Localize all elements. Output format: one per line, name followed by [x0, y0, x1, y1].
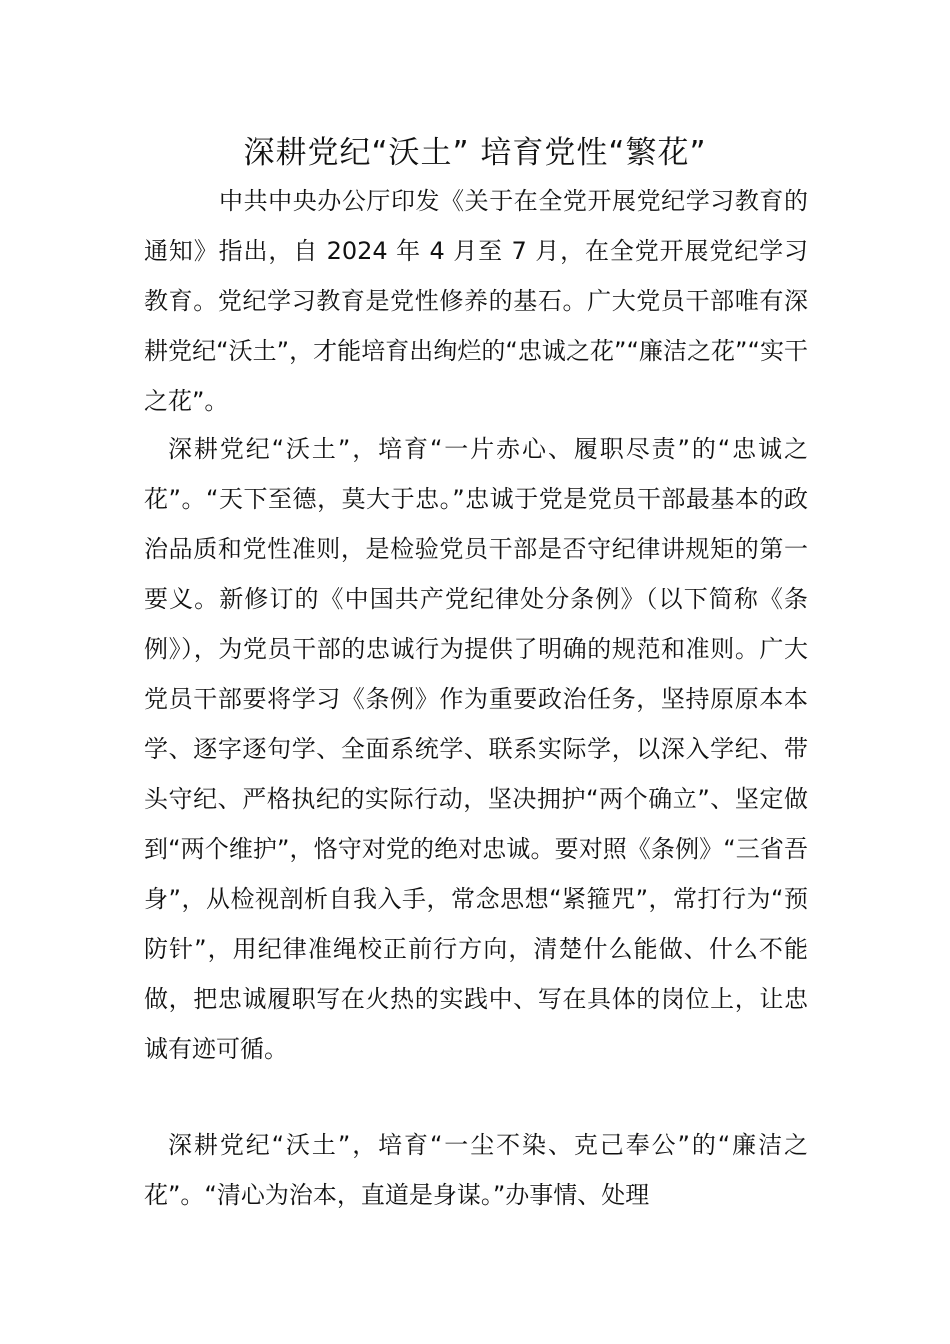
document-title: 深耕党纪“沃土” 培育党性“繁花” [243, 135, 707, 171]
paragraph-text: 深耕党纪“沃土”，培育“一片赤心、履职尽责”的“忠诚之花”。“天下至德，莫大于忠。”忠诚于党是党员干部最基本的政治品质和党性准则，是检验党员干部是否守纪律讲规矩的第一要义。新修订的《中国共产党纪律处分条例》（以下简称《条例》），为党员干部的忠诚行为提供了明确的规范和准则。广大党员干部要将学习《条例》作为重要政治任务，坚持原原本本学、逐字逐句学、全面系统学、联系实际学，以深入学纪、带头守纪、严格执纪的实际行动，坚决拥护“两个确立”、坚定做到“两个维护”，恪守对党的绝对忠诚。要对照《条例》“三省吾身”，从检视剖析自我入手，常念思想“紧箍咒”，常打行为“预防针”，用纪律准绳校正前行方向，清楚什么能做、什么不能做，把忠诚履职写在火热的实践中、写在具体的岗位上，让忠诚有迹可循。 [144, 435, 808, 1063]
paragraph-loyalty [144, 424, 808, 1074]
paragraph-intro [144, 176, 808, 426]
paragraph-text: 中共中央办公厅印发《关于在全党开展党纪学习教育的通知》指出，自 2024 年 4 月至 7 月，在全党开展党纪学习教育。党纪学习教育是党性修养的基石。广大党员干部唯有深耕党纪“沃土”，才能培育出绚烂的“忠诚之花”“廉洁之花”“实干之花”。 [144, 187, 808, 415]
paragraph-text: 深耕党纪“沃土”，培育“一尘不染、克己奉公”的“廉洁之花”。“清心为治本，直道是身谋。”办事情、处理 [144, 1131, 808, 1209]
paragraph-integrity [144, 1120, 808, 1220]
